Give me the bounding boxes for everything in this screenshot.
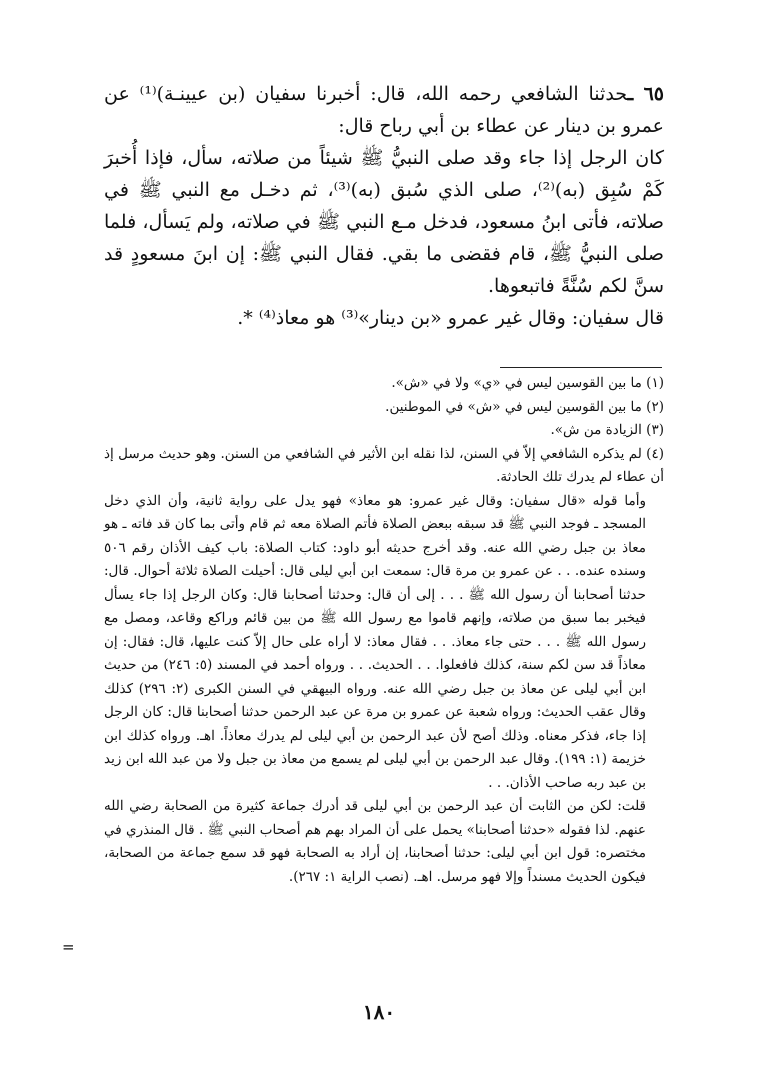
footnote-3: (٣) الزيادة من ش».: [550, 422, 664, 438]
continuation-mark: =: [62, 938, 75, 956]
hadith-number: ٦٥ ـ: [627, 83, 664, 105]
footnote-4-remark: قلت: لكن من الثابت أن عبد الرحمن بن أبي ليلى قد أدرك جماعة كثيرة من الصحابة رضي الله عنهم. لذا فقوله «حدثنا أصحابنا» يحمل على أن المراد بهم هم أصحاب النبي ﷺ . قال المنذري في مختصره: قول ابن أبي ليلى: حدثنا أصحابنا، إن أراد به الصحابة فهو قد سمع جماعة من الصحابة، فيكون الحديث مسنداً وإلا فهو مرسل. اهـ. (نصب الراية ١: ٢٦٧).: [104, 798, 646, 885]
footnote-2: (٢) ما بين القوسين ليس في «ش» في الموطنين.: [385, 398, 664, 415]
footnote-4: (٤) لم يذكره الشافعي إلاّ في السنن، لذا نقله ابن الأثير في الشافعي من السنن. وهو حديث مرسل إذ أن عطاء لم يدرك تلك الحادثة.: [104, 445, 664, 485]
footnote-1: (١) ما بين القوسين ليس في «ي» ولا في «ش».: [391, 375, 664, 391]
hadith-paragraph-2: كان الرجل إذا جاء وقد صلى النبيُّ ﷺ شيئاً من صلاته، سأل، فإذا أُخبرَ كَمْ سُبِق (به)⁽²⁾، صلى الذي سُبق (به)⁽³⁾، ثم دخـل مع النبي ﷺ في صلاته، فأتى ابنُ مسعود، فدخل مـع النبي ﷺ في صلاته، ولم يَسأل، فلما صلى النبيُّ ﷺ، قام فقضى ما بقي. فقال النبي ﷺ: إن ابنَ مسعودٍ قد سنَّ لكم سُنَّةً فاتبعوها.: [104, 147, 664, 297]
hadith-paragraph-1: [104, 78, 664, 142]
main-text: [104, 78, 664, 334]
footnotes: [104, 372, 664, 889]
hadith-text-1: حدثنا الشافعي رحمه الله، قال: أخبرنا سفيان (بن عيينـة)⁽¹⁾ عن عمرو بن دينار عن عطاء بن أبي رباح قال:: [104, 83, 664, 137]
hadith-paragraph-3: قال سفيان: وقال غير عمرو «بن دينار»⁽³⁾ هو معاذ⁽⁴⁾ *.: [237, 307, 664, 329]
footnote-4-commentary: وأما قوله «قال سفيان: وقال غير عمرو: هو معاذ» فهو يدل على رواية ثانية، وأن الذي دخل المسجد ـ فوجد النبي ﷺ قد سبقه ببعض الصلاة فأتم الصلاة معه ثم قام وأتى بما كان قد فاته ـ هو معاذ بن جبل رضي الله عنه. وقد أخرج حديثه أبو داود: كتاب الصلاة: باب كيف الأذان رقم ٥٠٦ وسنده عنده. . . عن عمرو بن مرة قال: سمعت ابن أبي ليلى قال: أحيلت الصلاة ثلاثة أحوال. قال: حدثنا أصحابنا أن رسول الله ﷺ . . . إلى أن قال: وحدثنا أصحابنا قال: وكان الرجل إذا جاء يسأل فيخبر بما سبق من صلاته، وإنهم قاموا مع رسول الله ﷺ من بين قائم وراكع وقاعد، ومصل مع رسول الله ﷺ . . . حتى جاء معاذ. . . فقال معاذ: لا أراه على حال إلاّ كنت عليها، قال: فقال: إن معاذاً قد سن لكم سنة، كذلك فافعلوا. . . الحديث. . . ورواه أحمد في المسند (٥: ٢٤٦) من حديث ابن أبي ليلى عن معاذ بن جبل رضي الله عنه. ورواه البيهقي في السنن الكبرى (٢: ٢٩٦) كذلك وقال عقب الحديث: ورواه شعبة عن عمرو بن مرة عن عبد الرحمن حدثنا أصحابنا قال: كان الرجل إذا جاء، فذكر معناه. وذلك أصح لأن عبد الرحمن بن أبي ليلى لم يدرك معاذاً. اهـ. ورواه كذلك ابن خزيمة (١: ١٩٩). وقال عبد الرحمن بن أبي ليلى لم يسمع من معاذ بن جبل ولا من عبد الله ابن زيد بن عبد ربه صاحب الأذان. . .: [104, 492, 647, 791]
page-number: ١٨٠: [362, 1000, 396, 1024]
footnote-separator: [500, 367, 662, 368]
